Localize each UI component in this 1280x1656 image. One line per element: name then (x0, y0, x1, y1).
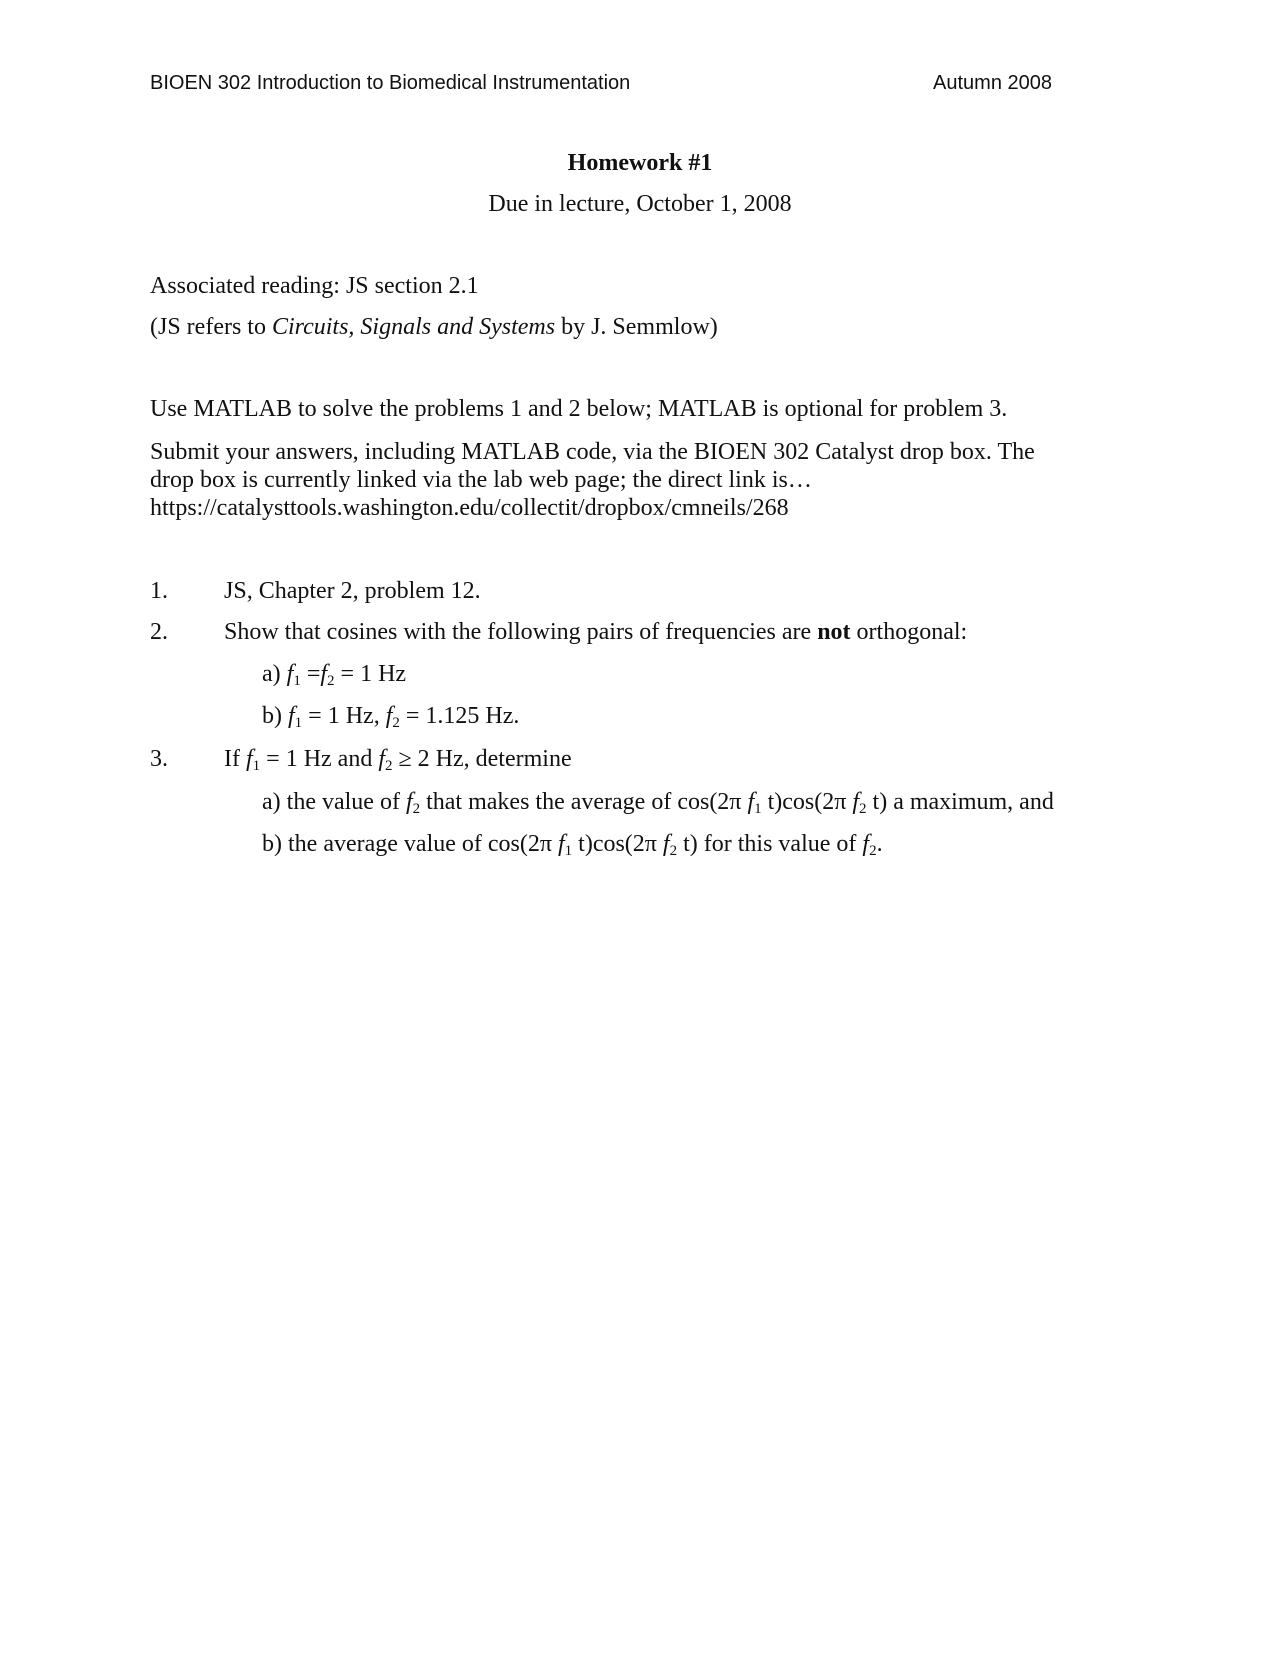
problem-2a: a) $f_1 =f_2 = 1$ Hz (262, 661, 407, 689)
problem-3a: a) the value of $f_2$ that makes the average of cos(2π $f_1$ t)cos(2π $f_2$ t) a maximum, and (262, 789, 1054, 817)
page-title: Homework #1 (567, 150, 713, 176)
due-date: Due in lecture, October 1, 2008 (488, 191, 792, 217)
reading-reference: (JS refers to Circuits, Signals and Systems by J. Semmlow) (150, 314, 718, 340)
matlab-instruction: Use MATLAB to solve the problems 1 and 2 below; MATLAB is optional for problem 3. (150, 396, 1008, 422)
term-header: Autumn 2008 (933, 72, 1052, 94)
book-title: Circuits, Signals and Systems (271, 314, 556, 340)
problem-1-text: JS, Chapter 2, problem 12. (224, 578, 481, 604)
problem-1-number: 1. (150, 578, 168, 604)
problem-3b: b) the average value of cos(2π $f_1$ t)cos(2π $f_2$ t) for this value of $f_2$. (262, 831, 883, 859)
dropbox-url: https://catalysttools.washington.edu/collectit/dropbox/cmneils/268 (150, 495, 789, 521)
problem-3-text: If $f_1 = 1$ Hz and $f_2 \ge 2$ Hz, determine (224, 746, 572, 774)
associated-reading: Associated reading: JS section 2.1 (150, 273, 479, 299)
course-header: BIOEN 302 Introduction to Biomedical Instrumentation (150, 72, 631, 94)
problem-2b: b) $f_1 = 1$ Hz, $f_2 = 1.125$ Hz. (262, 703, 520, 731)
problem-3-number: 3. (150, 746, 168, 772)
problem-2-number: 2. (150, 619, 168, 645)
submit-instruction: Submit your answers, including MATLAB code, via the BIOEN 302 Catalyst drop box. The drop box is currently linked via the lab web page; the direct link is… https://catalysttools.washington.edu/collectit/dropbox/cmneils/268 (150, 438, 1110, 522)
problem-2-text: Show that cosines with the following pairs of frequencies are not orthogonal: (224, 619, 968, 645)
